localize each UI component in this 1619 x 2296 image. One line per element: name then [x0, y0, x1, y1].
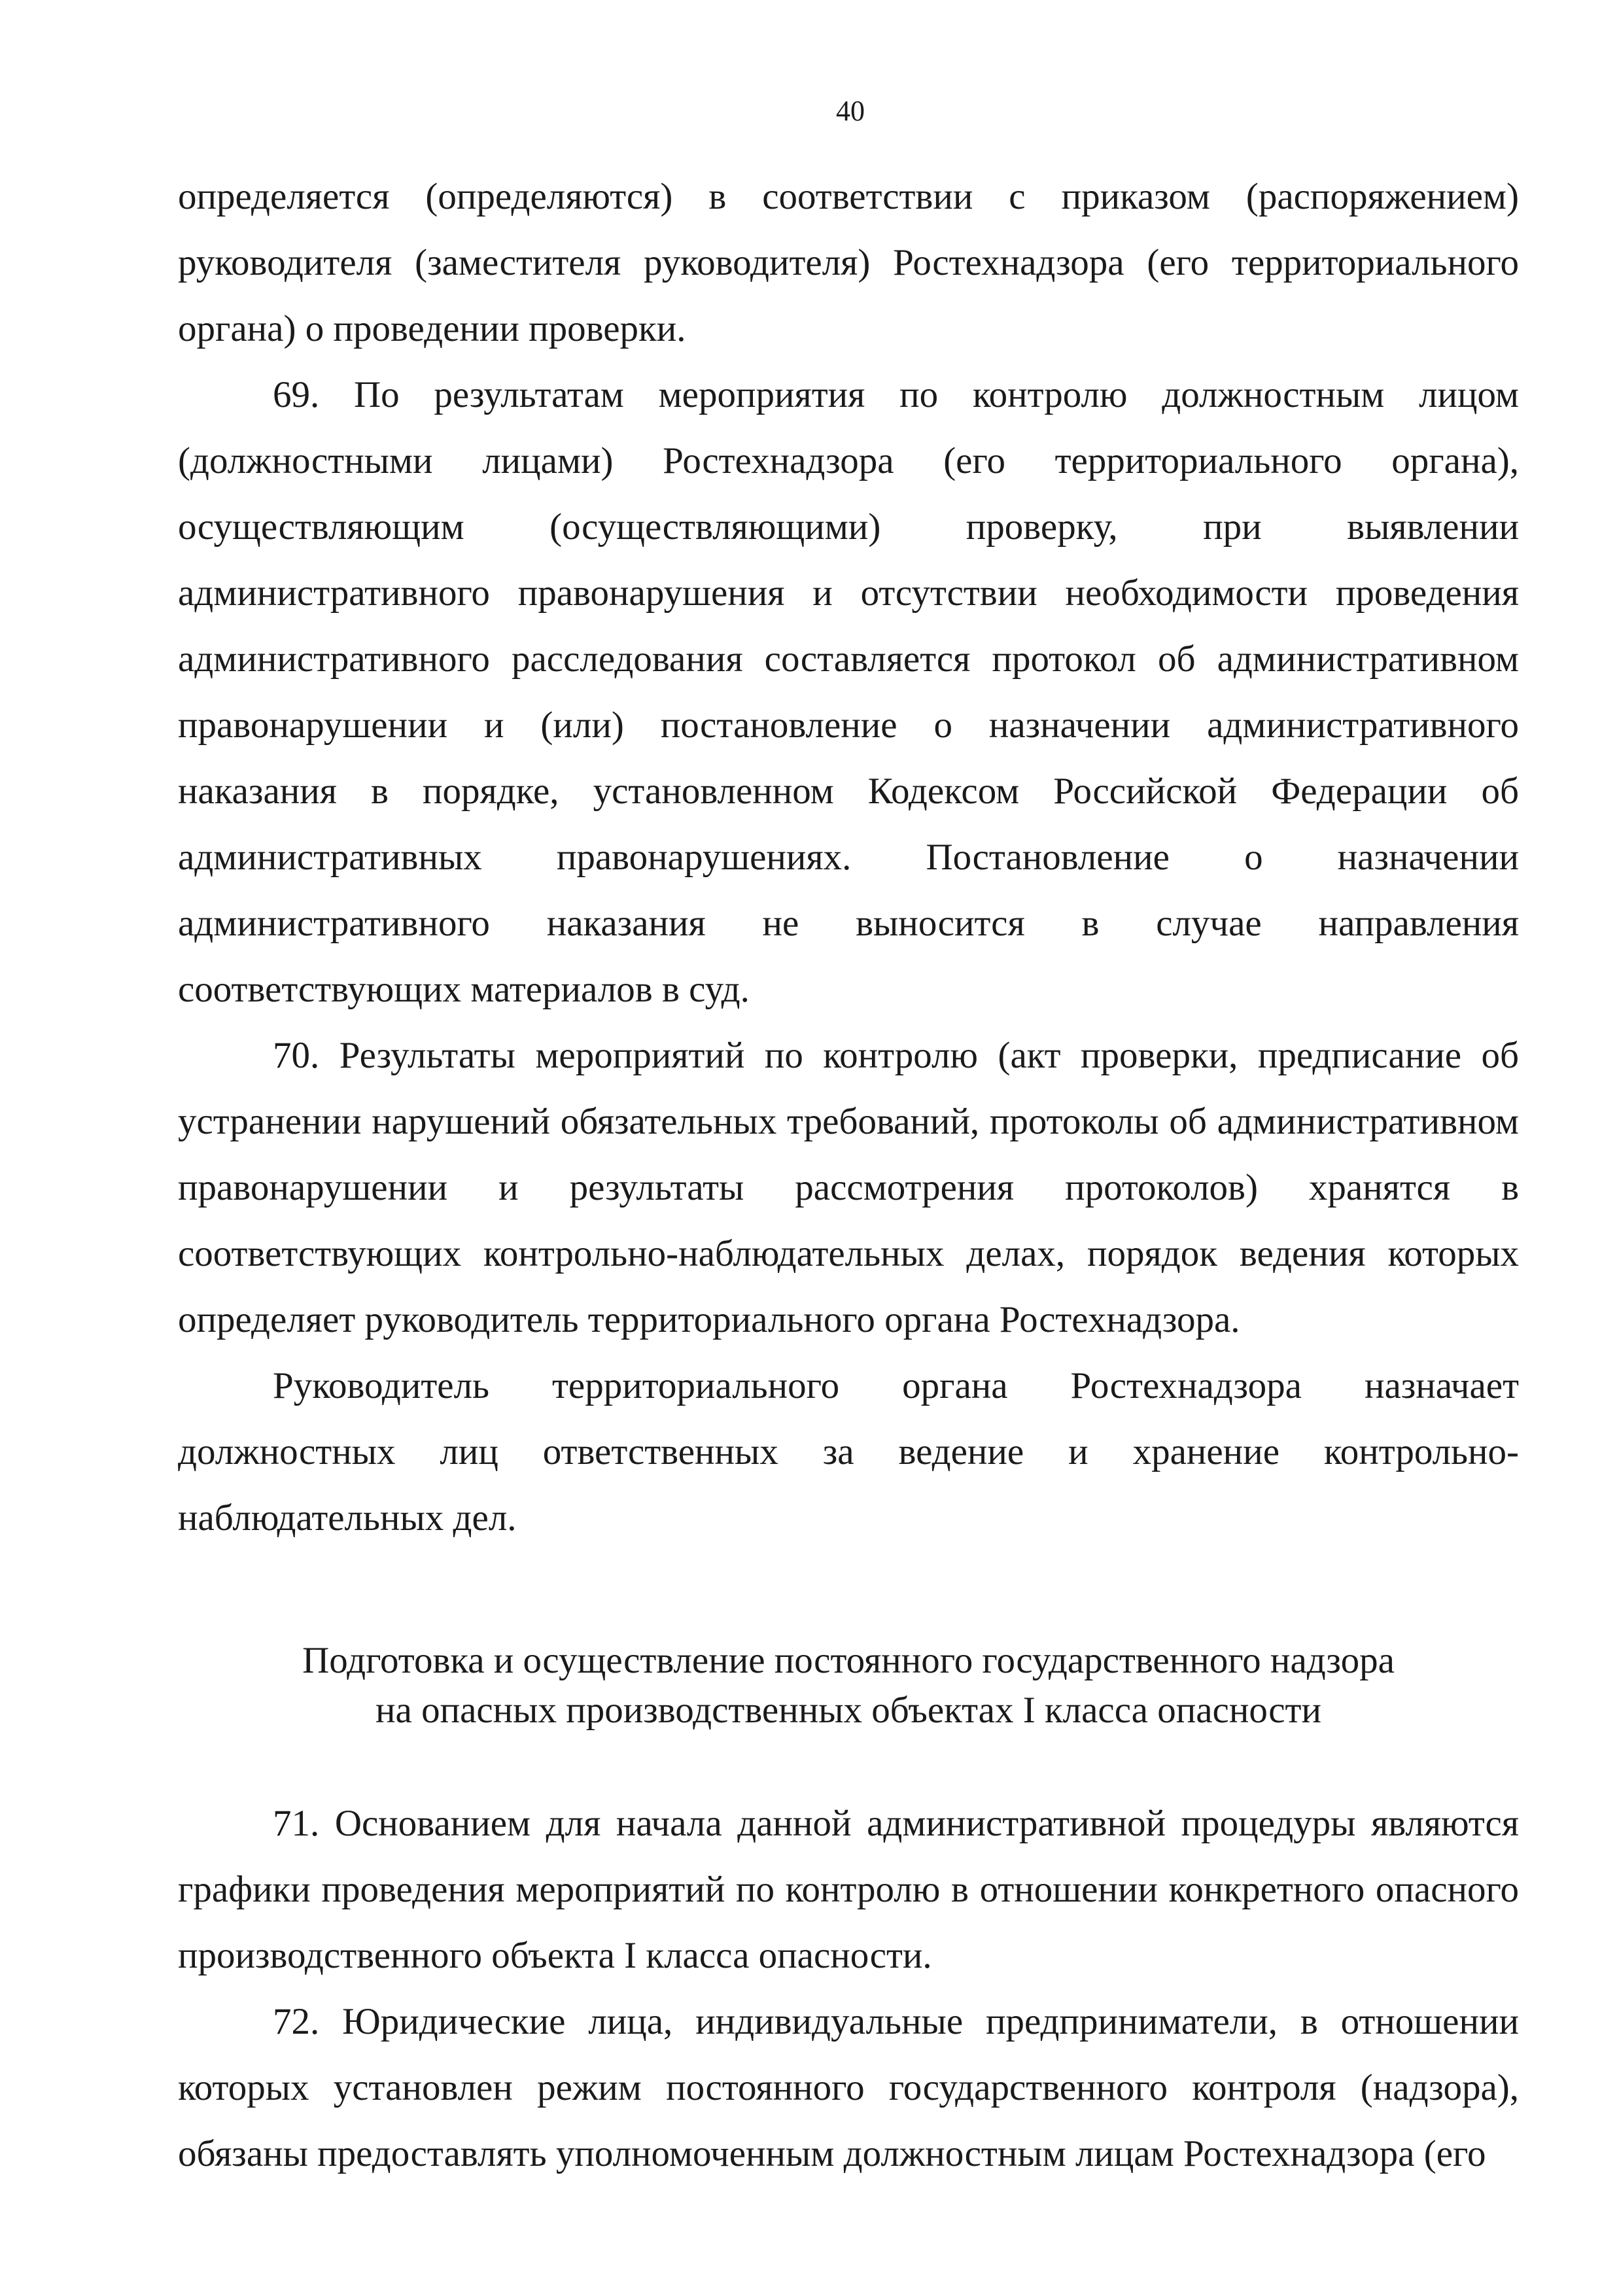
paragraph-70: 70. Результаты мероприятий по контролю (акт проверки, предписание об устранении нарушений обязательных требований, протоколы об административном правонарушении и результаты рассмотрения протоколов) хранятся в соответствующих контрольно-наблюдательных делах, порядок ведения которых определяет руководитель территориального органа Ростехнадзора.	[178, 1035, 1519, 1340]
paragraph-continuation: определяется (определяются) в соответствии с приказом (распоряжением) руководителя (заместителя руководителя) Ростехнадзора (его территориального органа) о проведении проверки.	[178, 176, 1519, 349]
paragraph-71: 71. Основанием для начала данной административной процедуры являются графики проведения мероприятий по контролю в отношении конкретного опасного производственного объекта I класса опасности.	[178, 1803, 1519, 1976]
paragraph-70-supervisor: Руководитель территориального органа Ростехнадзора назначает должностных лиц ответственных за ведение и хранение контрольно-наблюдательных дел.	[178, 1365, 1519, 1539]
page-number: 40	[836, 95, 865, 127]
paragraph-72: 72. Юридические лица, индивидуальные предприниматели, в отношении которых установлен режим постоянного государственного контроля (надзора), обязаны предоставлять уполномоченным должностным лицам Ростехнадзора (его	[178, 2001, 1519, 2174]
section-heading-line-1: Подготовка и осуществление постоянного государственного надзора	[302, 1640, 1395, 1681]
page-body	[178, 164, 1519, 2187]
section-heading	[178, 1636, 1519, 1735]
section-heading-line-2: на опасных производственных объектах I класса опасности	[375, 1690, 1321, 1731]
paragraph-69: 69. По результатам мероприятия по контролю должностным лицом (должностными лицами) Ростехнадзора (его территориального органа), осуществляющим (осуществляющими) проверку, при выявлении административного правонарушения и отсутствии необходимости проведения административного расследования составляется протокол об административном правонарушении и (или) постановление о назначении административного наказания в порядке, установленном Кодексом Российской Федерации об административных правонарушениях. Постановление о назначении административного наказания не выносится в случае направления соответствующих материалов в суд.	[178, 374, 1519, 1010]
